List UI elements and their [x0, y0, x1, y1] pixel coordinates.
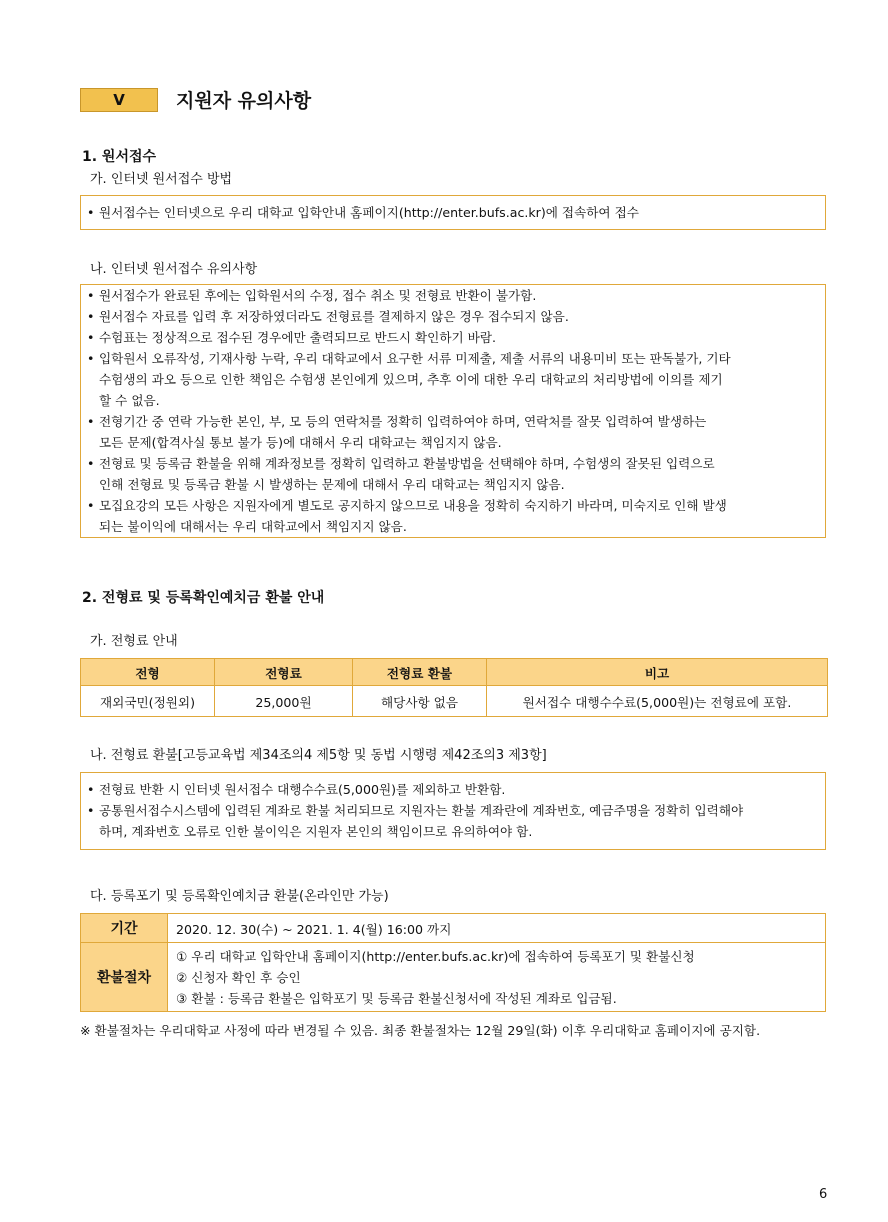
fee-cell: 원서접수 대행수수료(5,000원)는 전형료에 포함.: [487, 686, 828, 717]
caution-item: • 전형기간 중 연락 가능한 본인, 부, 모 등의 연락처를 정확히 입력하여야 하며, 연락처를 잘못 입력하여 발생하는 모든 문제(합격사실 통보 불가 등)에 대해서 우리 대학교는 책임지지 않음.: [81, 411, 825, 453]
section2-sub-a: 가. 전형료 안내: [90, 634, 178, 649]
section2-sub-c: 다. 등록포기 및 등록확인예치금 환불(온라인만 가능): [90, 889, 389, 904]
period-label: 기간: [81, 914, 168, 943]
caution-item: • 원서접수 자료를 입력 후 저장하였더라도 전형료를 결제하지 않은 경우 접수되지 않음.: [81, 306, 825, 327]
section1-sub-b: 나. 인터넷 원서접수 유의사항: [90, 262, 258, 277]
method-item: • 원서접수는 인터넷으로 우리 대학교 입학안내 홈페이지(http://enter.bufs.ac.kr)에 접속하여 접수: [81, 202, 825, 223]
fee-cell: 25,000원: [215, 686, 353, 717]
chapter-badge: V: [80, 88, 158, 112]
refund-item: • 공통원서접수시스템에 입력된 계좌로 환불 처리되므로 지원자는 환불 계좌란에 계좌번호, 예금주명을 정확히 입력해야 하며, 계좌번호 오류로 인한 불이익은 지원자 본인의 책임이므로 유의하여야 함.: [81, 800, 825, 842]
page-number: 6: [819, 1187, 828, 1202]
section2-sub-b: 나. 전형료 환불[고등교육법 제34조의4 제5항 및 동법 시행령 제42조의3 제3항]: [90, 748, 547, 763]
procedure-step: ① 우리 대학교 입학안내 홈페이지(http://enter.bufs.ac.kr)에 접속하여 등록포기 및 환불신청: [176, 948, 695, 964]
procedure-steps: [168, 943, 826, 1012]
procedure-step: ② 신청자 확인 후 승인: [176, 969, 301, 985]
fee-cell: 재외국민(정원외): [81, 686, 215, 717]
caution-item: • 원서접수가 완료된 후에는 입학원서의 수정, 접수 취소 및 전형료 반환이 불가함.: [81, 285, 825, 306]
procedure-step: ③ 환불 : 등록금 환불은 입학포기 및 등록금 환불신청서에 작성된 계좌로 입금됨.: [176, 990, 617, 1006]
period-value: 2020. 12. 30(수) ~ 2021. 1. 4(월) 16:00 까지: [168, 914, 826, 943]
fee-header: 비고: [487, 659, 828, 686]
caution-item: • 모집요강의 모든 사항은 지원자에게 별도로 공지하지 않으므로 내용을 정확히 숙지하기 바라며, 미숙지로 인해 발생 되는 불이익에 대해서는 우리 대학교에서 책임지지 않음.: [81, 495, 825, 537]
fee-header: 전형료: [215, 659, 353, 686]
section1-sub-a: 가. 인터넷 원서접수 방법: [90, 172, 233, 187]
caution-item: • 전형료 및 등록금 환불을 위해 계좌정보를 정확히 입력하고 환불방법을 선택해야 하며, 수험생의 잘못된 입력으로 인해 전형료 및 등록금 환불 시 발생하는 문제에 대해서 우리 대학교는 책임지지 않음.: [81, 453, 825, 495]
section1-title: 1. 원서접수: [82, 149, 157, 165]
refund-box: [80, 772, 826, 850]
cautions-box: [80, 284, 826, 538]
fee-cell: 해당사항 없음: [353, 686, 487, 717]
refund-note: ※ 환불절차는 우리대학교 사정에 따라 변경될 수 있음. 최종 환불절차는 12월 29일(화) 이후 우리대학교 홈페이지에 공지함.: [80, 1023, 761, 1038]
caution-item: • 입학원서 오류작성, 기재사항 누락, 우리 대학교에서 요구한 서류 미제출, 제출 서류의 내용미비 또는 판독불가, 기타 수험생의 과오 등으로 인한 책임은 수험생 본인에게 있으며, 추후 이에 대한 우리 대학교의 처리방법에 이의를 제기 할 수 없음.: [81, 348, 825, 411]
period-table: [80, 913, 826, 1012]
method-box: [80, 195, 826, 230]
fee-table: [80, 658, 828, 717]
fee-header: 전형료 환불: [353, 659, 487, 686]
procedure-label: 환불절차: [81, 943, 168, 1012]
chapter-title: 지원자 유의사항: [176, 90, 312, 112]
fee-header: 전형: [81, 659, 215, 686]
refund-item: • 전형료 반환 시 인터넷 원서접수 대행수수료(5,000원)를 제외하고 반환함.: [81, 779, 825, 800]
section2-title: 2. 전형료 및 등록확인예치금 환불 안내: [82, 590, 325, 606]
caution-item: • 수험표는 정상적으로 접수된 경우에만 출력되므로 반드시 확인하기 바람.: [81, 327, 825, 348]
